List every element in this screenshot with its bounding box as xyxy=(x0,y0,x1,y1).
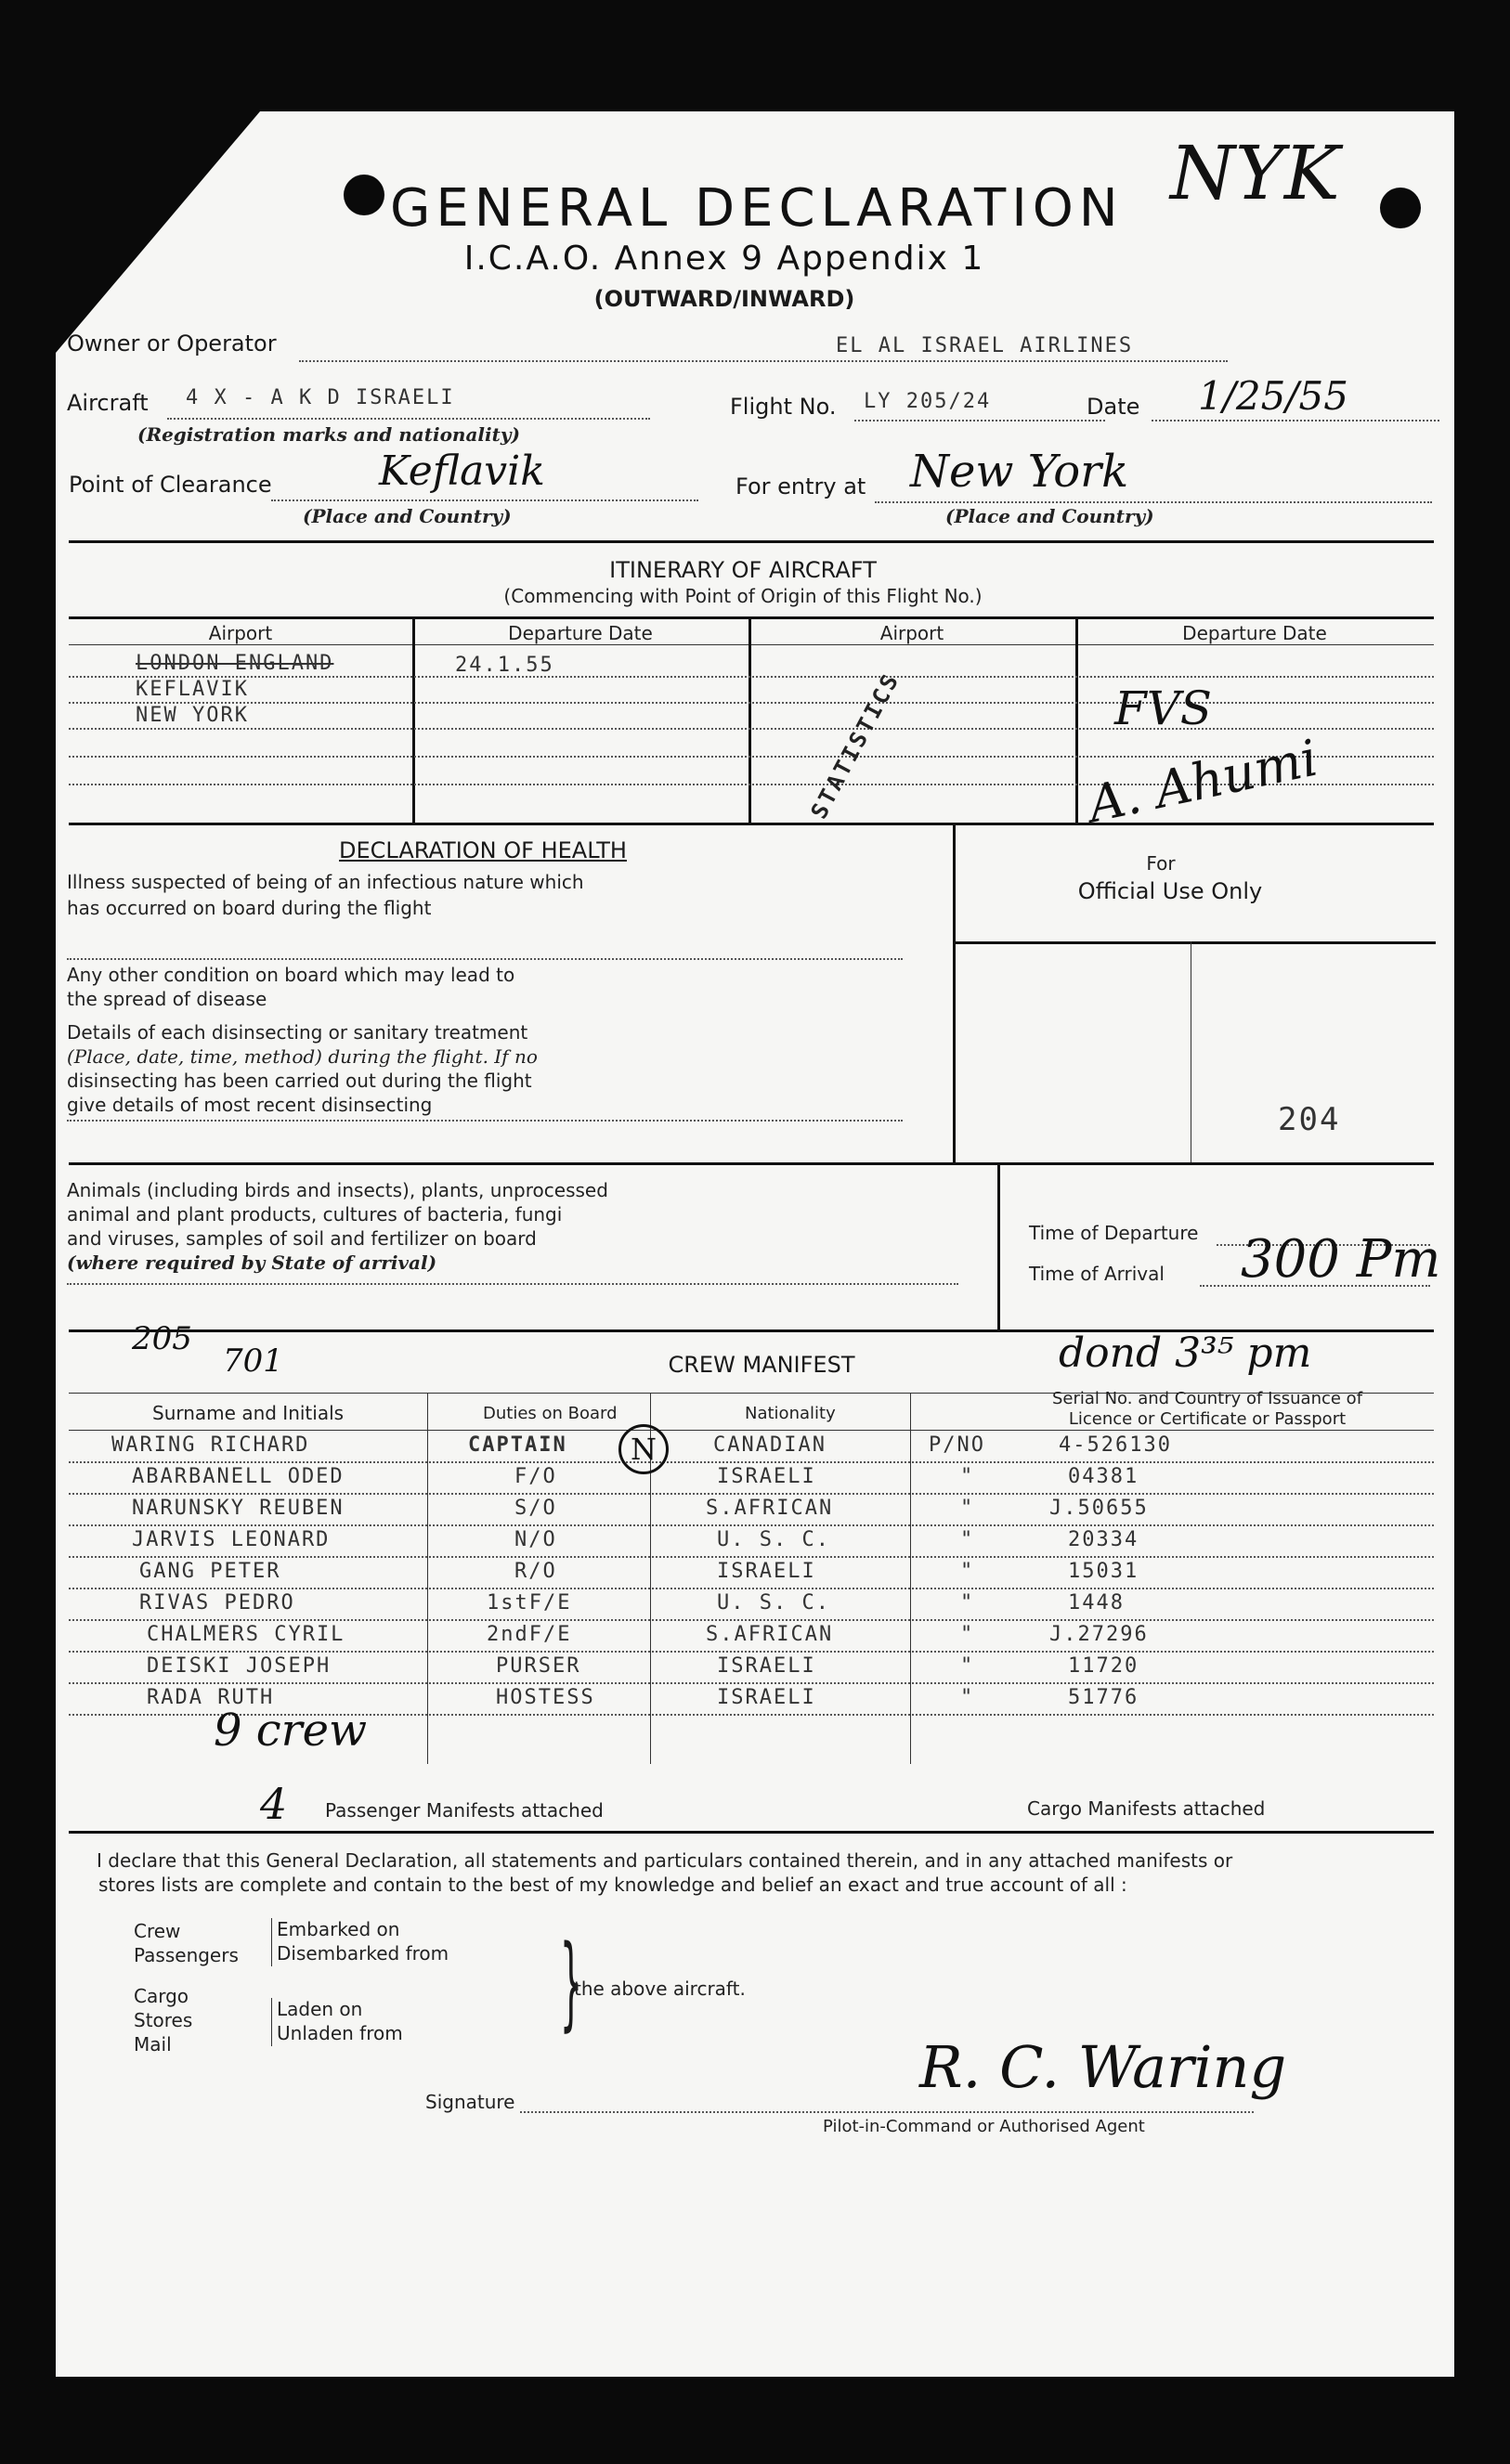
flight-value: LY 205/24 xyxy=(864,390,992,413)
itinerary-departure-0: 24.1.55 xyxy=(455,654,554,677)
clearance-label: Point of Clearance xyxy=(69,472,272,498)
owner-line xyxy=(299,360,1228,362)
itinerary-bottom-rule xyxy=(69,823,1434,825)
health-q3-line4: give details of most recent disinsecting xyxy=(67,1094,433,1116)
crew-header-rule xyxy=(69,1430,1434,1431)
time-arrival-value: 300 Pm xyxy=(1241,1229,1441,1290)
crew-pre-1: " xyxy=(960,1465,975,1488)
crew-pre-7: " xyxy=(960,1654,975,1678)
crew-pre-8: " xyxy=(960,1686,975,1709)
aircraft-value: 4 X - A K D ISRAELI xyxy=(186,386,455,409)
decl-stores: Stores xyxy=(134,2009,193,2031)
itinerary-handwriting-2: A. Ahumi xyxy=(1083,728,1323,835)
crew-name-6: CHALMERS CYRIL xyxy=(147,1623,345,1646)
animals-line3: and viruses, samples of soil and fertilizer on board xyxy=(67,1227,537,1250)
official-number: 204 xyxy=(1278,1101,1341,1138)
decl-unladen: Unladen from xyxy=(277,2022,403,2044)
itinerary-top-rule xyxy=(69,540,1434,543)
crew-pre-2: " xyxy=(960,1497,975,1520)
aircraft-line xyxy=(167,418,650,420)
crew-duty-4: R/O xyxy=(514,1560,557,1583)
date-value: 1/25/55 xyxy=(1198,373,1348,419)
crew-row-line xyxy=(69,1524,1434,1526)
animals-line1: Animals (including birds and insects), plants, unprocessed xyxy=(67,1179,608,1201)
health-q2-line1: Any other condition on board which may lead to xyxy=(67,964,515,986)
health-q1-answer-line xyxy=(67,958,903,960)
crew-pre-3: " xyxy=(960,1528,975,1551)
itinerary-col-1 xyxy=(412,616,415,823)
crew-name-2: NARUNSKY REUBEN xyxy=(132,1497,345,1520)
manifests-bottom-rule xyxy=(69,1831,1434,1834)
decl-bracket-1 xyxy=(271,1918,272,1966)
date-line xyxy=(1152,420,1439,421)
crew-serial-8: 51776 xyxy=(1068,1686,1139,1709)
crew-name-7: DEISKI JOSEPH xyxy=(147,1654,332,1678)
crew-duty-2: S/O xyxy=(514,1497,557,1520)
cargo-manifests-label: Cargo Manifests attached xyxy=(1027,1797,1266,1820)
itinerary-airport-header-1: Airport xyxy=(208,622,273,644)
signature-line xyxy=(520,2111,1254,2113)
itinerary-departure-header-1: Departure Date xyxy=(508,622,653,644)
owner-value: EL AL ISRAEL AIRLINES xyxy=(836,334,1134,357)
decl-mail: Mail xyxy=(134,2033,172,2055)
crew-row-line xyxy=(69,1461,1434,1463)
health-right-border xyxy=(953,823,956,1162)
decl-embarked: Embarked on xyxy=(277,1918,400,1940)
crew-note-3: dond 3³⁵ pm xyxy=(1059,1329,1312,1377)
crew-circle-mark: N xyxy=(618,1424,669,1474)
crew-nat-4: ISRAELI xyxy=(717,1560,816,1583)
itinerary-row-line xyxy=(69,702,1434,704)
crew-duty-5: 1stF/E xyxy=(487,1591,572,1615)
declaration-line2: stores lists are complete and contain to the best of my knowledge and belief an exact and true account of all : xyxy=(98,1874,1127,1896)
flight-label: Flight No. xyxy=(730,394,837,420)
crew-nat-1: ISRAELI xyxy=(717,1465,816,1488)
crew-nat-5: U. S. C. xyxy=(717,1591,830,1615)
signature-label: Signature xyxy=(425,2091,515,2113)
crew-name-8: RADA RUTH xyxy=(147,1686,275,1709)
crew-serial-7: 11720 xyxy=(1068,1654,1139,1678)
health-q3-answer-line xyxy=(67,1120,903,1122)
crew-serial-4: 15031 xyxy=(1068,1560,1139,1583)
crew-duty-1: F/O xyxy=(514,1465,557,1488)
decl-passengers: Passengers xyxy=(134,1944,239,1966)
time-arrival-label: Time of Arrival xyxy=(1029,1263,1165,1285)
crew-serial-2: J.50655 xyxy=(1049,1497,1149,1520)
crew-duty-8: HOSTESS xyxy=(496,1686,595,1709)
crew-name-3: JARVIS LEONARD xyxy=(132,1528,331,1551)
itinerary-airport-2: NEW YORK xyxy=(136,704,249,727)
crew-duty-3: N/O xyxy=(514,1528,557,1551)
decl-crew: Crew xyxy=(134,1920,181,1942)
crew-row-line xyxy=(69,1556,1434,1558)
crew-col-serial-1: Serial No. and Country of Issuance of xyxy=(1051,1389,1363,1408)
crew-col-3 xyxy=(910,1393,911,1764)
owner-label: Owner or Operator xyxy=(67,331,277,357)
signature-value: R. C. Waring xyxy=(919,2033,1287,2101)
crew-note-2: 701 xyxy=(223,1342,283,1380)
health-q3-line2: (Place, date, time, method) during the flight. If no xyxy=(67,1045,538,1068)
health-q3-line3: disinsecting has been carried out during the flight xyxy=(67,1070,532,1092)
crew-name-0: WARING RICHARD xyxy=(111,1433,310,1457)
official-label-2: Official Use Only xyxy=(1077,878,1263,904)
crew-col-duty: Duties on Board xyxy=(483,1404,618,1423)
animals-line4: (where required by State of arrival) xyxy=(67,1251,437,1274)
animals-line2: animal and plant products, cultures of bacteria, fungi xyxy=(67,1203,563,1226)
health-q1-line2: has occurred on board during the flight xyxy=(67,897,432,919)
time-departure-label: Time of Departure xyxy=(1029,1222,1199,1244)
itinerary-title: ITINERARY OF AIRCRAFT xyxy=(609,557,877,583)
clearance-value: Keflavik xyxy=(379,447,545,495)
crew-name-5: RIVAS PEDRO xyxy=(139,1591,295,1615)
health-q1-line1: Illness suspected of being of an infectious nature which xyxy=(67,871,584,893)
declaration-form xyxy=(56,111,1454,2377)
itinerary-row-line xyxy=(69,728,1434,730)
annotation-topright: NYK xyxy=(1170,130,1340,216)
itinerary-row-line xyxy=(69,676,1434,678)
crew-count-note: 9 crew xyxy=(214,1705,368,1757)
crew-note-1: 205 xyxy=(132,1320,192,1357)
itinerary-header-rule xyxy=(69,616,1434,619)
punch-hole-left xyxy=(344,175,384,215)
statistics-stamp: STATISTICS xyxy=(805,668,905,823)
itinerary-subtitle: (Commencing with Point of Origin of this Flight No.) xyxy=(503,585,983,607)
crew-serial-6: J.27296 xyxy=(1049,1623,1149,1646)
crew-name-4: GANG PETER xyxy=(139,1560,281,1583)
itinerary-subheader-rule xyxy=(69,644,1434,645)
crew-serial-1: 04381 xyxy=(1068,1465,1139,1488)
crew-col-1 xyxy=(427,1393,428,1764)
itinerary-airport-0: LONDON ENGLAND xyxy=(136,652,334,675)
entry-note: (Place and Country) xyxy=(945,505,1154,527)
torn-corner xyxy=(56,111,260,353)
flight-line xyxy=(854,420,1105,421)
entry-value: New York xyxy=(910,446,1129,498)
itinerary-col-2 xyxy=(748,616,751,823)
crew-pre-0: P/NO xyxy=(929,1433,985,1457)
crew-pre-5: " xyxy=(960,1591,975,1615)
itinerary-handwriting-1: FVS xyxy=(1114,681,1213,735)
passenger-manifests-label: Passenger Manifests attached xyxy=(325,1799,604,1822)
clearance-note: (Place and Country) xyxy=(303,505,512,527)
punch-hole-right xyxy=(1380,188,1421,228)
health-title: DECLARATION OF HEALTH xyxy=(339,837,627,863)
itinerary-departure-header-2: Departure Date xyxy=(1182,622,1327,644)
direction-label: (OUTWARD/INWARD) xyxy=(593,286,855,312)
crew-row-line xyxy=(69,1619,1434,1621)
itinerary-airport-1: KEFLAVIK xyxy=(136,678,249,701)
animals-right-border xyxy=(997,1162,1000,1329)
page-subtitle: I.C.A.O. Annex 9 Appendix 1 xyxy=(463,240,985,278)
itinerary-airport-header-2: Airport xyxy=(879,622,944,644)
decl-bracket-2 xyxy=(271,1998,272,2046)
crew-title: CREW MANIFEST xyxy=(668,1352,855,1378)
decl-disembarked: Disembarked from xyxy=(277,1942,449,1965)
crew-row-line xyxy=(69,1493,1434,1495)
health-q3-line1: Details of each disinsecting or sanitary treatment xyxy=(67,1021,528,1044)
aircraft-label: Aircraft xyxy=(67,390,149,416)
crew-serial-3: 20334 xyxy=(1068,1528,1139,1551)
crew-col-serial-2: Licence or Certificate or Passport xyxy=(1068,1409,1347,1429)
decl-laden: Laden on xyxy=(277,1998,363,2020)
official-divider xyxy=(953,941,1436,944)
entry-line xyxy=(875,501,1432,503)
crew-row-line xyxy=(69,1682,1434,1684)
crew-nat-2: S.AFRICAN xyxy=(706,1497,834,1520)
crew-duty-0: CAPTAIN xyxy=(468,1433,567,1457)
crew-row-line xyxy=(69,1588,1434,1589)
page-title: GENERAL DECLARATION xyxy=(390,178,1124,239)
crew-col-nationality: Nationality xyxy=(745,1404,836,1423)
crew-serial-0: 4-526130 xyxy=(1059,1433,1172,1457)
health-bottom-rule xyxy=(69,1162,1434,1165)
animals-answer-line xyxy=(67,1283,958,1285)
decl-above-aircraft: the above aircraft. xyxy=(574,1978,746,2000)
aircraft-note: (Registration marks and nationality) xyxy=(137,423,520,446)
crew-col-name: Surname and Initials xyxy=(152,1402,345,1424)
crew-nat-6: S.AFRICAN xyxy=(706,1623,834,1646)
crew-serial-5: 1448 xyxy=(1068,1591,1125,1615)
crew-nat-0: CANADIAN xyxy=(713,1433,827,1457)
clearance-line xyxy=(271,499,698,501)
crew-duty-7: PURSER xyxy=(496,1654,581,1678)
declaration-line1: I declare that this General Declaration, all statements and particulars contained therein, and in any attached manifests or xyxy=(97,1849,1233,1872)
crew-pre-4: " xyxy=(960,1560,975,1583)
crew-row-line xyxy=(69,1651,1434,1653)
decl-brace: } xyxy=(559,1923,583,2042)
passenger-count: 4 xyxy=(260,1779,288,1829)
official-label-1: For xyxy=(1146,852,1176,875)
entry-label: For entry at xyxy=(735,473,866,499)
crew-duty-6: 2ndF/E xyxy=(487,1623,572,1646)
date-label: Date xyxy=(1087,394,1140,420)
crew-pre-6: " xyxy=(960,1623,975,1646)
itinerary-col-3 xyxy=(1075,616,1078,823)
crew-nat-3: U. S. C. xyxy=(717,1528,830,1551)
crew-name-1: ABARBANELL ODED xyxy=(132,1465,345,1488)
crew-nat-8: ISRAELI xyxy=(717,1686,816,1709)
health-q2-line2: the spread of disease xyxy=(67,988,267,1010)
crew-nat-7: ISRAELI xyxy=(717,1654,816,1678)
signature-caption: Pilot-in-Command or Authorised Agent xyxy=(823,2117,1145,2136)
decl-cargo: Cargo xyxy=(134,1985,189,2007)
